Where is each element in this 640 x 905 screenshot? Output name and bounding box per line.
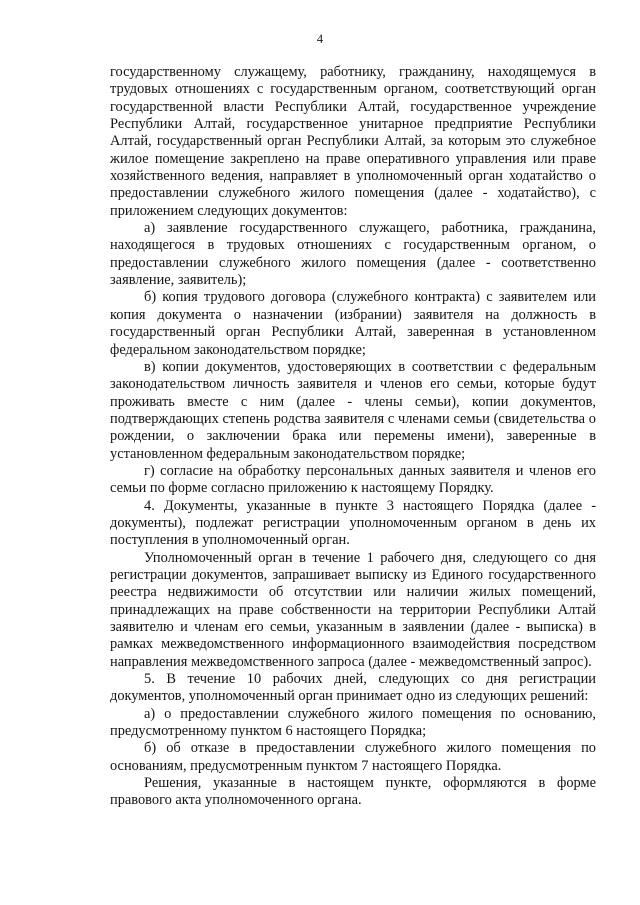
paragraph-clause-4: 4. Документы, указанные в пункте 3 настоящего Порядка (далее - документы), подлежат регистрации уполномоченным органом в день их поступления в уполномоченный орган. xyxy=(110,497,596,549)
paragraph-decision-a: а) о предоставлении служебного жилого помещения по основанию, предусмотренному пунктом 6 настоящего Порядка; xyxy=(110,705,596,740)
paragraph-registry-request: Уполномоченный орган в течение 1 рабочего дня, следующего со дня регистрации документов, запрашивает выписку из Единого государственного реестра недвижимости об отсутствии или наличии жилых помещений, принадлежащих на праве собственности на территории Республики Алтай заявителю и членам его семьи, указанным в заявлении (далее - выписка) в рамках межведомственного информационного взаимодействия посредством направления межведомственного запроса (далее - межведомственный запрос). xyxy=(110,549,596,670)
paragraph-item-a-application: а) заявление государственного служащего, работника, гражданина, находящегося в трудовых отношениях с государственным органом, о предоставлении служебного жилого помещения (далее - соответственно заявление, заявитель); xyxy=(110,220,596,289)
paragraph-item-b-contract: б) копия трудового договора (служебного контракта) с заявителем или копия документа о назначении (избрании) заявителя на должность в государственный орган Республики Алтай, заверенная в установленном федеральном законодательством порядке; xyxy=(110,289,596,358)
paragraph-item-d-consent: г) согласие на обработку персональных данных заявителя и членов его семьи по форме согласно приложению к настоящему Порядку. xyxy=(110,462,596,497)
paragraph-intro: государственному служащему, работнику, гражданину, находящемуся в трудовых отношениях с государственным органом, соответствующий орган государственной власти Республики Алтай, государственное учреждение Республики Алтай, государственное унитарное предприятие Республики Алтай, государственный орган Республики Алтай, за которым это служебное жилое помещение закреплено на праве оперативного управления или праве хозяйственного ведения, направляет в уполномоченный орган ходатайство о предоставлении служебного жилого помещения (далее - ходатайство), с приложением следующих документов: xyxy=(110,64,596,219)
paragraph-decisions-form: Решения, указанные в настоящем пункте, оформляются в форме правового акта уполномоченного органа. xyxy=(110,775,596,809)
page-number: 4 xyxy=(316,32,324,46)
paragraph-clause-5: 5. В течение 10 рабочих дней, следующих со дня регистрации документов, уполномоченный орган принимает одно из следующих решений: xyxy=(110,671,596,705)
document-body xyxy=(110,64,596,810)
paragraph-decision-b: б) об отказе в предоставлении служебного жилого помещения по основаниям, предусмотренным пунктом 7 настоящего Порядка. xyxy=(110,740,596,774)
paragraph-item-c-identity-docs: в) копии документов, удостоверяющих в соответствии с федеральным законодательством личность заявителя и членов его семьи, которые будут проживать вместе с ним (далее - члены семьи), копии документов, подтверждающих степень родства заявителя с членами семьи (свидетельства о рождении, о заключении брака или перемены имени), заверенные в установленном федеральным законодательством порядке; xyxy=(110,358,596,462)
